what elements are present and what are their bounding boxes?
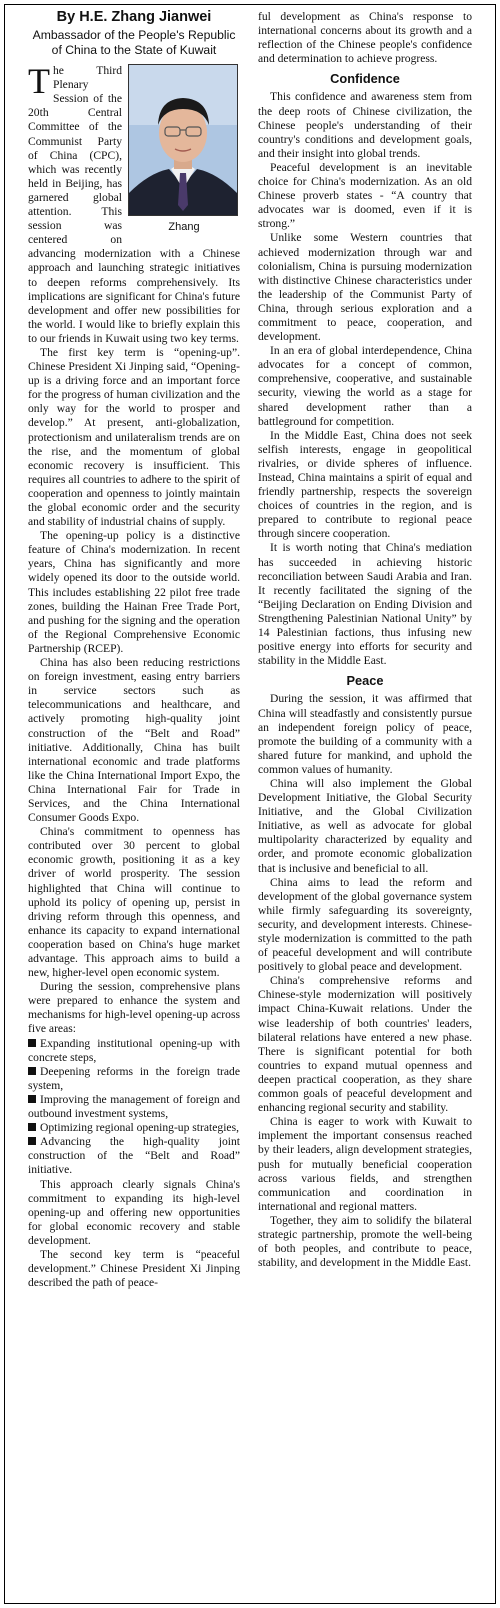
body-paragraph: Together, they aim to solidify the bilateral strategic partnership, promote the well-being of both peoples, and contribute to peace, stability, and development in the Middle East. bbox=[258, 1213, 472, 1270]
author-photo bbox=[128, 64, 238, 216]
bullet-item bbox=[28, 1093, 240, 1121]
bullet-text: Expanding institutional opening-up with concrete steps, bbox=[28, 1036, 240, 1064]
section-heading-peace: Peace bbox=[346, 673, 384, 689]
body-paragraph: China aims to lead the reform and development of the global governance system while firmly safeguarding its sovereignty, security, and development interests. Chinese-style modernization is committed to the path of peaceful development and will contribute positively to global peace and development. bbox=[258, 875, 472, 974]
bullet-text: Deepening reforms in the foreign trade system, bbox=[28, 1064, 240, 1092]
body-paragraph: China has also been reducing restrictions on foreign investment, easing entry barriers in service sectors such as telecommunications and healthcare, and actively promoting high-quality joint construction of the “Belt and Road” initiative. Additionally, China has built international economic and trade platforms like the China International Import Expo, the China International Fair for Trade in Services, and the China International Consumer Goods Expo. bbox=[28, 656, 240, 825]
left-column bbox=[28, 10, 240, 1290]
square-bullet-icon bbox=[28, 1137, 36, 1145]
bullet-text: Advancing the high-quality joint construction of the “Belt and Road” initiative. bbox=[28, 1135, 240, 1177]
drop-cap: T bbox=[28, 61, 50, 102]
bullet-item bbox=[28, 1037, 240, 1065]
square-bullet-icon bbox=[28, 1067, 36, 1075]
square-bullet-icon bbox=[28, 1039, 36, 1047]
bullet-text: Improving the management of foreign and outbound investment systems, bbox=[28, 1092, 240, 1121]
body-paragraph: China's comprehensive reforms and Chinese-style modernization will positively impact China-Kuwait relations. Under the wise leadership of both countries' leaders, bilateral relations have entered a new phase. There is significant potential for both countries to expand mutual openness and deepen practical cooperation, as they share common goals of peaceful development and enhancing regional security and stability. bbox=[258, 974, 472, 1115]
photo-caption: Zhang bbox=[168, 221, 200, 234]
body-paragraph: Peaceful development is an inevitable choice for China's modernization. As an old Chinese proverb states - “A country that advocates war is doomed, even if it is strong.” bbox=[258, 160, 472, 231]
bullet-item bbox=[28, 1121, 240, 1135]
section-heading-confidence: Confidence bbox=[330, 71, 400, 87]
body-paragraph: It is worth noting that China's mediation has succeeded in achieving historic reconciliation between Saudi Arabia and Iran. It recently facilitated the signing of the “Beijing Declaration on Ending Division and Strengthening Palestinian National Unity” by 14 Palestinian factions, thus infusing new positive energy into efforts for security and stability in the Middle East. bbox=[258, 541, 472, 668]
body-paragraph: China will also implement the Global Development Initiative, the Global Security Initiative, and the Global Civilization Initiative, as well as advocate for global multipolarity characterized by equality and order, and promote economic globalization that is inclusive and beneficial to all. bbox=[258, 776, 472, 875]
body-paragraph: In an era of global interdependence, China advocates for a concept of common, comprehensive, cooperative, and sustainable security, viewing the world as a stage for shared development rather than a battleground for competition. bbox=[258, 344, 472, 428]
body-paragraph: In the Middle East, China does not seek selfish interests, engage in geopolitical rivalries, or divide spheres of influence. Instead, China maintains a spirit of equal and friendly partnership, respects the sovereign choices of countries in the region, and is prepared to contribute to regional peace through sincere cooperation. bbox=[258, 428, 472, 541]
body-paragraph: During the session, comprehensive plans were prepared to enhance the system and mechanisms for high-level opening-up across five areas: bbox=[28, 980, 240, 1036]
portrait-image bbox=[129, 65, 237, 215]
bullet-item bbox=[28, 1135, 240, 1177]
body-paragraph: The opening-up policy is a distinctive feature of China's modernization. In recent years, China has significantly and more widely opened its door to the outside world. This includes establishing 22 pilot free trade zones, building the Hainan Free Trade Port, and pushing for the signing and the operation of the Regional Comprehensive Economic Partnership (RCEP). bbox=[28, 529, 240, 655]
body-paragraph: The second key term is “peaceful development.” Chinese President Xi Jinping described the path of peace- bbox=[28, 1247, 240, 1290]
continued-paragraph: ful development as China's response to international concerns about its growth and a reflection of the Chinese people's confidence and determination to achieve progress. bbox=[258, 10, 472, 66]
byline: By H.E. Zhang Jianwei bbox=[56, 9, 212, 25]
bullet-text: Optimizing regional opening-up strategies, bbox=[40, 1121, 239, 1135]
body-paragraph: This approach clearly signals China's commitment to expanding its high-level opening-up and offering new opportunities for global economic recovery and stable development. bbox=[28, 1177, 240, 1247]
body-paragraph: China is eager to work with Kuwait to implement the important consensus reached by their leaders, align development strategies, push for mutually beneficial cooperation across various fields, and strengthen communication and coordination in international and regional matters. bbox=[258, 1115, 472, 1213]
square-bullet-icon bbox=[28, 1095, 36, 1103]
bullet-item bbox=[28, 1065, 240, 1093]
author-photo-block bbox=[128, 64, 240, 234]
intro-paragraph bbox=[28, 61, 240, 346]
intro-text: he Third Plenary Session of the 20th Central Committee of the Communist Party of China (CPC), which was recently held in Beijing, has garnered global attention. This session was centered on advancing modernization with a Chinese approach and launching strategic initiatives to deepen reforms comprehensively. Its implications are significant for China's future development and offer new possibilities for the world. I would like to briefly explain this to our friends in Kuwait using two key terms. bbox=[28, 64, 240, 345]
square-bullet-icon bbox=[28, 1123, 36, 1131]
body-paragraph: This confidence and awareness stem from the deep roots of Chinese civilization, the Chinese people's understanding of their country's conditions and development goals, and their insight into global trends. bbox=[258, 90, 472, 160]
body-paragraph: Unlike some Western countries that achieved modernization through war and colonialism, China is pursuing modernization with distinctive Chinese characteristics under the leadership of the Communist Party of China, through serious exploration and a commitment to peace, cooperation, and development. bbox=[258, 231, 472, 344]
body-paragraph: During the session, it was affirmed that China will steadfastly and consistently pursue an independent foreign policy of peace, promote the building of a community with a shared future for mankind, and uphold the common values of humanity. bbox=[258, 692, 472, 776]
body-paragraph: China's commitment to openness has contributed over 30 percent to global economic growth, positioning it as a key driver of world prosperity. The session highlighted that China will continue to uphold its policy of opening up, persist in driving reform through this openness, and enhance its capacity to expand international cooperation based on China's huge market advantage. This approach aims to build a new, higher-level open economic system. bbox=[28, 825, 240, 980]
body-paragraph: The first key term is “opening-up”. Chinese President Xi Jinping said, “Opening-up is a driving force and an important force for the progress of human civilization and the only way for the world to prosper and develop.” At present, anti-globalization, protectionism and unilateralism trends are on the rise, and the momentum of global economic recovery is insufficient. This requires all countries to adhere to the spirit of cooperation and openness to jointly maintain the global economic order and the security and stability of industrial chains of supply. bbox=[28, 345, 240, 529]
right-column bbox=[258, 10, 472, 1270]
author-role: Ambassador of the People's Republic of China to the State of Kuwait bbox=[32, 28, 236, 58]
